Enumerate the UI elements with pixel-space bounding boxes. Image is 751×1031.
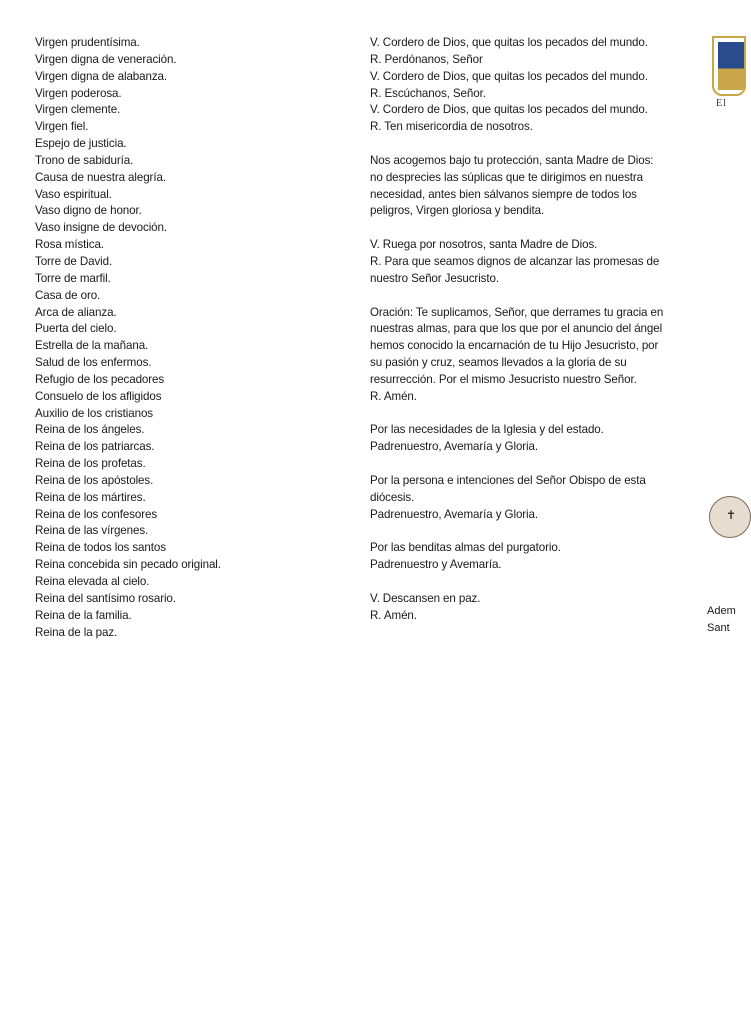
seal-icon (709, 496, 751, 538)
litany-line: Reina del santísimo rosario. (35, 591, 176, 605)
litany-line: Trono de sabiduría. (35, 153, 134, 167)
prayer-line: Padrenuestro, Avemaría y Gloria. (370, 440, 539, 454)
prayer-line: R. Amén. (370, 608, 417, 622)
coat-of-arms-icon (712, 36, 746, 96)
litany-line: Reina de los patriarcas. (35, 440, 155, 454)
prayer-line: nuestro Señor Jesucristo. (370, 271, 499, 285)
prayer-line: su pasión y cruz, seamos llevados a la gloria de su (370, 356, 627, 370)
prayer-line: diócesis. (370, 490, 415, 504)
litany-line: Casa de oro. (35, 288, 101, 302)
litany-line: Reina de la paz. (35, 625, 118, 639)
crest-caption: El (716, 98, 727, 109)
prayer-line: V. Cordero de Dios, que quitas los pecados del mundo. (370, 103, 648, 117)
prayer-line: Padrenuestro, Avemaría y Gloria. (370, 507, 539, 521)
litany-line: Espejo de justicia. (35, 137, 127, 151)
crest-shield (718, 42, 744, 90)
prayer-line: Oración: Te suplicamos, Señor, que derrames tu gracia en (370, 305, 664, 319)
paragraph-gap (370, 523, 670, 540)
paragraph-gap (370, 406, 670, 423)
paragraph-gap (370, 574, 670, 591)
litany-line: Rosa mística. (35, 238, 104, 252)
prayer-line: nuestras almas, para que los que por el anuncio del ángel (370, 322, 663, 336)
paragraph-gap (370, 288, 670, 305)
litany-line: Auxilio de los cristianos (35, 406, 154, 420)
litany-line: Reina de los mártires. (35, 490, 146, 504)
prayer-line: R. Escúchanos, Señor. (370, 86, 486, 100)
litany-column (35, 35, 335, 641)
prayer-line: Nos acogemos bajo tu protección, santa Madre de Dios: (370, 153, 654, 167)
litany-line: Virgen clemente. (35, 103, 121, 117)
litany-line: Virgen digna de veneración. (35, 52, 177, 66)
prayer-line: V. Ruega por nosotros, santa Madre de Dios. (370, 238, 598, 252)
prayer-line: hemos conocido la encarnación de tu Hijo Jesucristo, por (370, 339, 659, 353)
prayer-line: R. Para que seamos dignos de alcanzar las promesas de (370, 254, 660, 268)
litany-line: Reina de la familia. (35, 608, 132, 622)
prayer-line: V. Cordero de Dios, que quitas los pecados del mundo. (370, 36, 648, 49)
prayer-line: Por las necesidades de la Iglesia y del estado. (370, 423, 604, 437)
litany-line: Estrella de la mañana. (35, 339, 149, 353)
litany-line: Reina elevada al cielo. (35, 575, 150, 588)
prayer-line: Por la persona e intenciones del Señor Obispo de esta (370, 473, 646, 487)
litany-line: Arca de alianza. (35, 305, 117, 319)
paragraph-gap (370, 456, 670, 473)
litany-line: Torre de marfil. (35, 271, 111, 285)
litany-line: Reina de todos los santos (35, 541, 166, 555)
litany-line: Consuelo de los afligidos (35, 389, 162, 403)
litany-line: Virgen digna de alabanza. (35, 69, 168, 83)
prayer-line: no desprecies las súplicas que te dirigimos en nuestra (370, 170, 644, 184)
paragraph-gap (370, 136, 670, 153)
prayer-line: peligros, Virgen gloriosa y bendita. (370, 204, 545, 218)
prayer-line: Padrenuestro y Avemaría. (370, 558, 502, 572)
prayer-line: R. Perdónanos, Señor (370, 52, 483, 66)
litany-line: Causa de nuestra alegría. (35, 170, 166, 184)
litany-line: Reina de los ángeles. (35, 423, 145, 437)
litany-line: Refugio de los pecadores (35, 372, 165, 386)
litany-line: Reina concebida sin pecado original. (35, 558, 221, 572)
litany-line: Virgen fiel. (35, 120, 89, 134)
litany-line: Virgen prudentísima. (35, 36, 140, 49)
litany-line: Puerta del cielo. (35, 322, 117, 336)
litany-line: Reina de los confesores (35, 507, 158, 521)
prayer-line: R. Amén. (370, 389, 417, 403)
prayers-column (370, 35, 670, 625)
litany-line: Salud de los enfermos. (35, 356, 152, 370)
litany-line: Reina de los profetas. (35, 457, 146, 471)
prayer-line: resurrección. Por el mismo Jesucristo nuestro Señor. (370, 372, 637, 386)
litany-line: Torre de David. (35, 254, 113, 268)
litany-line: Vaso insigne de devoción. (35, 221, 167, 235)
litany-line: Vaso espiritual. (35, 187, 112, 201)
litany-line: Reina de los apóstoles. (35, 473, 154, 487)
right-panel-footer-line-1: Adem (707, 605, 736, 617)
prayer-line: V. Descansen en paz. (370, 591, 481, 605)
prayer-line: V. Cordero de Dios, que quitas los pecados del mundo. (370, 69, 648, 83)
seal-cross-icon: ✝ (726, 508, 737, 522)
prayer-line: Por las benditas almas del purgatorio. (370, 541, 561, 555)
paragraph-gap (370, 220, 670, 237)
litany-line: Reina de las vírgenes. (35, 524, 149, 538)
right-panel-footer-line-2: Sant (707, 622, 730, 634)
prayer-line: R. Ten misericordia de nosotros. (370, 120, 533, 134)
prayer-line: necesidad, antes bien sálvanos siempre de todos los (370, 187, 637, 201)
litany-line: Vaso digno de honor. (35, 204, 142, 218)
litany-line: Virgen poderosa. (35, 86, 122, 100)
